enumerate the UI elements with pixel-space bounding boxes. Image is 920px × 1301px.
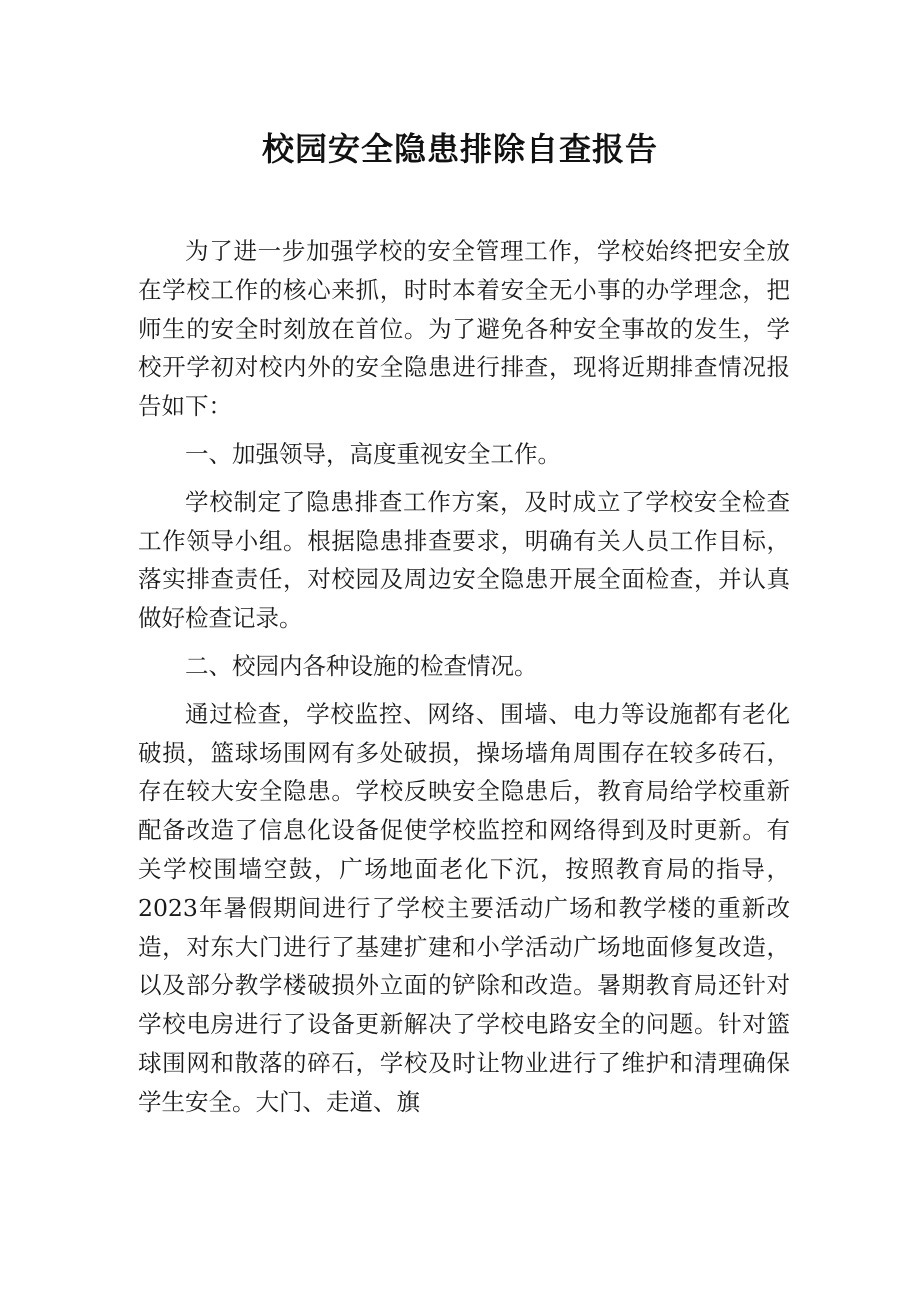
document-title: 校园安全隐患排除自查报告 xyxy=(261,130,658,168)
document-body xyxy=(138,232,790,1131)
section-heading-1: 一、加强领导，高度重视安全工作。 xyxy=(185,439,561,468)
intro-paragraph: 为了进一步加强学校的安全管理工作，学校始终把安全放在学校工作的核心来抓，时时本着安全无小事的办学理念，把师生的安全时刻放在首位。为了避免各种安全事故的发生，学校开学初对校内外的安全隐患进行排查，现将近期排查情况报告如下： xyxy=(138,237,790,421)
section-heading-2: 二、校园内各种设施的检查情况。 xyxy=(185,651,538,680)
section-2-paragraph: 通过检查，学校监控、网络、围墙、电力等设施都有老化破损，篮球场围网有多处破损，操场墙角周围存在较多砖石，存在较大安全隐患。学校反映安全隐患后，教育局给学校重新配备改造了信息化设备促使学校监控和网络得到及时更新。有关学校围墙空鼓，广场地面老化下沉，按照教育局的指导，2023年暑假期间进行了学校主要活动广场和教学楼的重新改造，对东大门进行了基建扩建和小学活动广场地面修复改造，以及部分教学楼破损外立面的铲除和改造。暑期教育局还针对学校电房进行了设备更新解决了学校电路安全的问题。针对篮球围网和散落的碎石，学校及时让物业进行了维护和清理确保学生安全。大门、走道、旗 xyxy=(138,699,790,1116)
section-1-paragraph: 学校制定了隐患排查工作方案，及时成立了学校安全检查工作领导小组。根据隐患排查要求，明确有关人员工作目标，落实排查责任，对校园及周边安全隐患开展全面检查，并认真做好检查记录。 xyxy=(138,487,790,633)
